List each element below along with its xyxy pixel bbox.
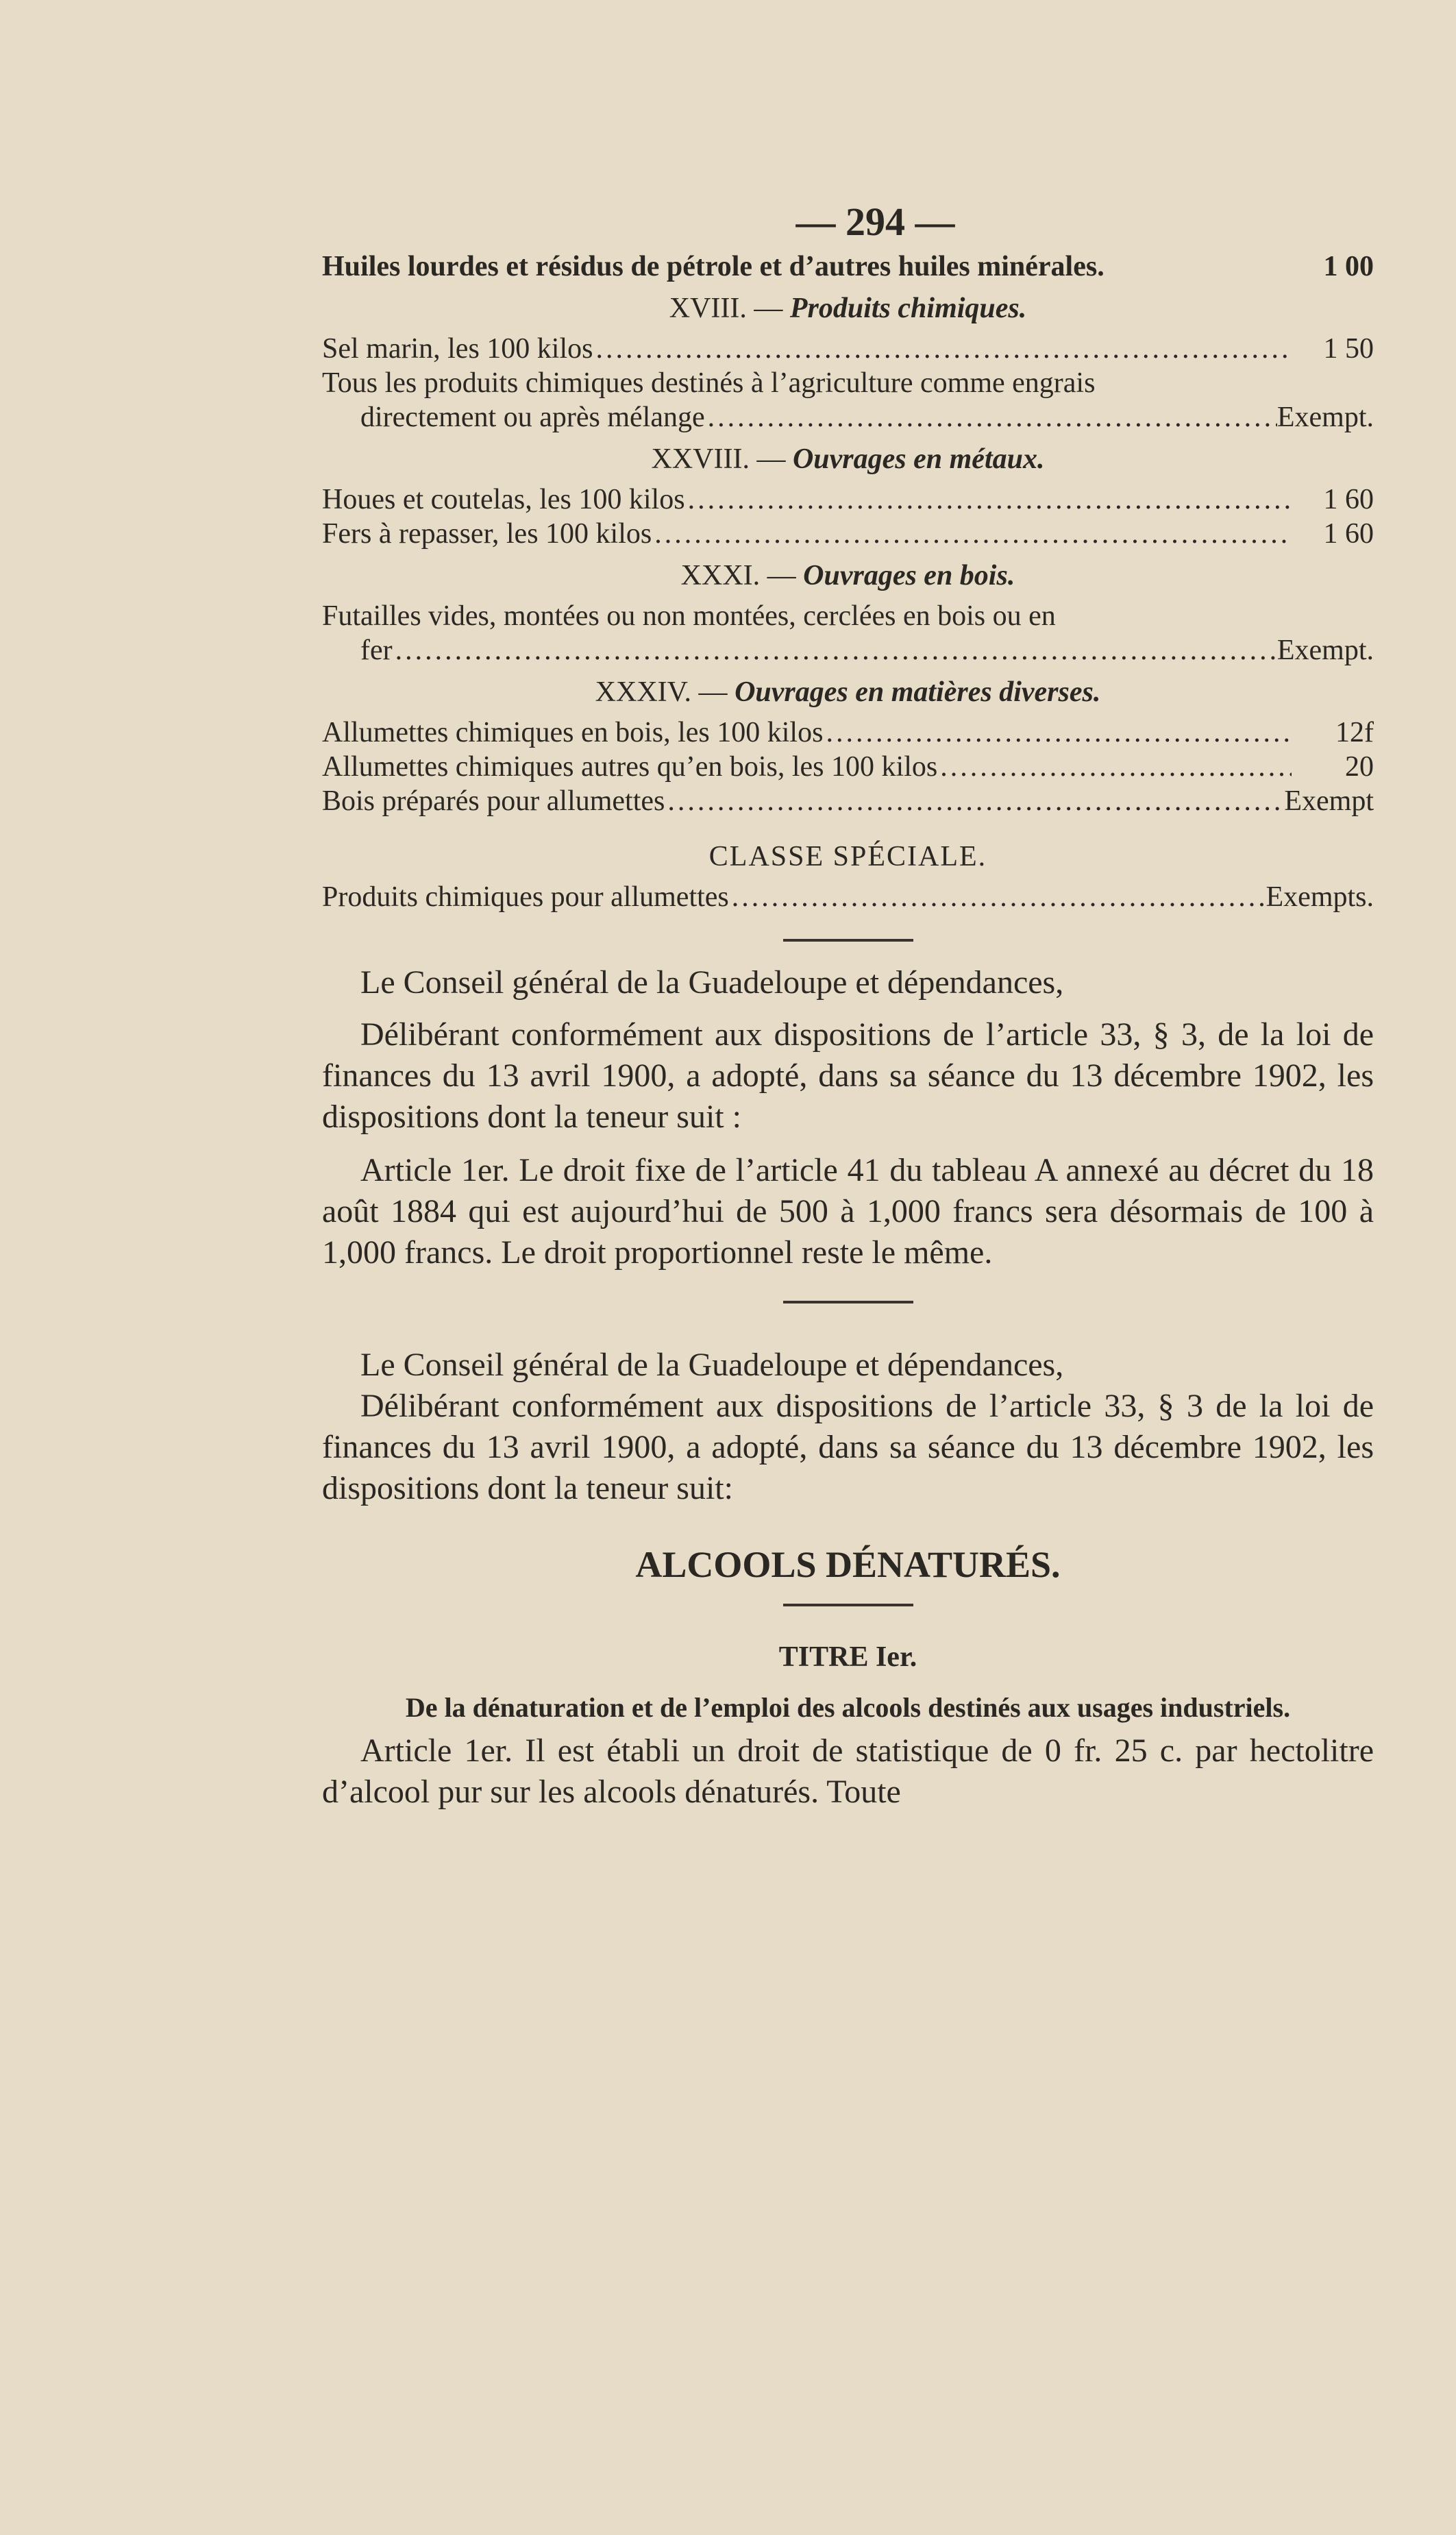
tariff-row-value: Exempt. [1276, 402, 1374, 433]
decision-title: Le Conseil général de la Guadeloupe et dépendances, [360, 1347, 1064, 1383]
tariff-row-label: Huiles lourdes et résidus de pétrole et d’autres huiles minérales. [322, 251, 1105, 282]
decision-article: Article 1er. Le droit fixe de l’article 41 du tableau A annexé au décret du 18 août 1884 qui est aujourd’hui de 500 à 1,000 francs sera désormais de 100 à 1,000 francs. Le droit proportionnel reste le même. [322, 1152, 1374, 1271]
tariff-row-label: Fers à repasser, les 100 kilos [322, 518, 652, 550]
tariff-row-allumettes-autres [322, 750, 1374, 784]
dot-leader [665, 784, 1284, 818]
tariff-row-futailles-line2 [322, 633, 1374, 668]
section-heading-classe-speciale: CLASSE SPÉCIALE. [708, 841, 987, 872]
tariff-row-value: Exempts. [1266, 881, 1374, 913]
decision-block-2 [322, 1345, 1374, 1813]
tariff-row-sel-marin [322, 332, 1374, 366]
tariff-row-value: 1 60 [1323, 518, 1374, 550]
tariff-row-bois-prepares [322, 784, 1374, 818]
tariff-row-value: Exempt. [1276, 635, 1374, 666]
section-title: Ouvrages en bois. [803, 560, 1015, 591]
dot-leader [685, 482, 1292, 517]
section-heading-xxxiv [322, 674, 1374, 710]
tariff-row-fers [322, 517, 1374, 551]
dot-leader [823, 715, 1292, 750]
tariff-row-label: Bois préparés pour allumettes [322, 785, 665, 817]
tariff-row-engrais-line1 [322, 366, 1374, 400]
tariff-row-label: fer [360, 635, 393, 666]
tariff-row-value: 20 [1345, 751, 1374, 783]
section-title: Produits chimiques. [789, 293, 1027, 324]
tariff-row-label: directement ou après mélange [360, 402, 705, 433]
tariff-row-label: Tous les produits chimiques destinés à l’agriculture comme engrais [322, 367, 1096, 399]
main-heading: ALCOOLS DÉNATURÉS. [635, 1544, 1061, 1585]
decision-article: Article 1er. Il est établi un droit de statistique de 0 fr. 25 c. par hectolitre d’alcool pur sur les alcools dénaturés. Toute [322, 1732, 1374, 1810]
tariff-row-engrais-line2 [322, 400, 1374, 434]
tariff-row-label: Produits chimiques pour allumettes [322, 881, 729, 913]
titre-heading: TITRE Ier. [778, 1641, 917, 1673]
tariff-row-futailles-line1 [322, 599, 1374, 633]
divider-rule [783, 1301, 913, 1303]
document-page [322, 199, 1374, 1813]
dot-leader [937, 750, 1292, 784]
dot-leader [593, 332, 1292, 366]
section-title: Ouvrages en métaux. [792, 443, 1045, 475]
dot-leader [652, 517, 1292, 551]
section-number: XXVIII. — [651, 443, 786, 475]
section-number: XXXIV. — [595, 676, 728, 708]
decision-paragraph: Délibérant conformément aux dispositions de l’article 33, § 3, de la loi de finances du 13 avril 1900, a adopté, dans sa séance du 13 décembre 1902, les dispositions dont la teneur suit : [322, 1016, 1374, 1135]
tariff-row-value: 1 60 [1323, 484, 1374, 515]
section-heading-xxviii [322, 441, 1374, 477]
section-number: XVIII. — [669, 293, 783, 324]
section-number: XXXI. — [680, 560, 796, 591]
tariff-row-label: Sel marin, les 100 kilos [322, 333, 593, 365]
tariff-row-label: Houes et coutelas, les 100 kilos [322, 484, 685, 515]
decision-title: Le Conseil général de la Guadeloupe et dépendances, [360, 964, 1064, 1001]
tariff-row-produits-allumettes [322, 880, 1374, 914]
tariff-row-label: Allumettes chimiques en bois, les 100 kilos [322, 717, 824, 748]
tariff-table [322, 249, 1374, 914]
tariff-row-label: Allumettes chimiques autres qu’en bois, les 100 kilos [322, 751, 938, 783]
tariff-row-value: 1 00 [1323, 251, 1374, 282]
tariff-row-value: Exempt [1284, 785, 1374, 817]
decision-paragraph: Délibérant conformément aux dispositions de l’article 33, § 3 de la loi de finances du 13 avril 1900, a adopté, dans sa séance du 13 décembre 1902, les dispositions dont la teneur suit: [322, 1388, 1374, 1506]
tariff-row-allumettes-bois [322, 715, 1374, 750]
titre-subheading: De la dénaturation et de l’emploi des alcools destinés aux usages industriels. [405, 1692, 1291, 1723]
decision-block-1 [322, 962, 1374, 1273]
dot-leader [705, 400, 1277, 434]
tariff-row-houes [322, 482, 1374, 517]
dot-leader [729, 880, 1266, 914]
tariff-row-value: 12f [1335, 717, 1374, 748]
section-heading-xviii [322, 291, 1374, 326]
tariff-row-label: Futailles vides, montées ou non montées, cerclées en bois ou en [322, 600, 1056, 632]
dot-leader [393, 633, 1277, 668]
divider-rule [783, 939, 913, 942]
section-heading-xxxi [322, 558, 1374, 593]
section-title: Ouvrages en matières diverses. [735, 676, 1101, 708]
tariff-row-huiles [322, 249, 1374, 284]
divider-rule [783, 1604, 913, 1606]
page-number: — 294 — [795, 199, 955, 244]
tariff-row-value: 1 50 [1323, 333, 1374, 365]
